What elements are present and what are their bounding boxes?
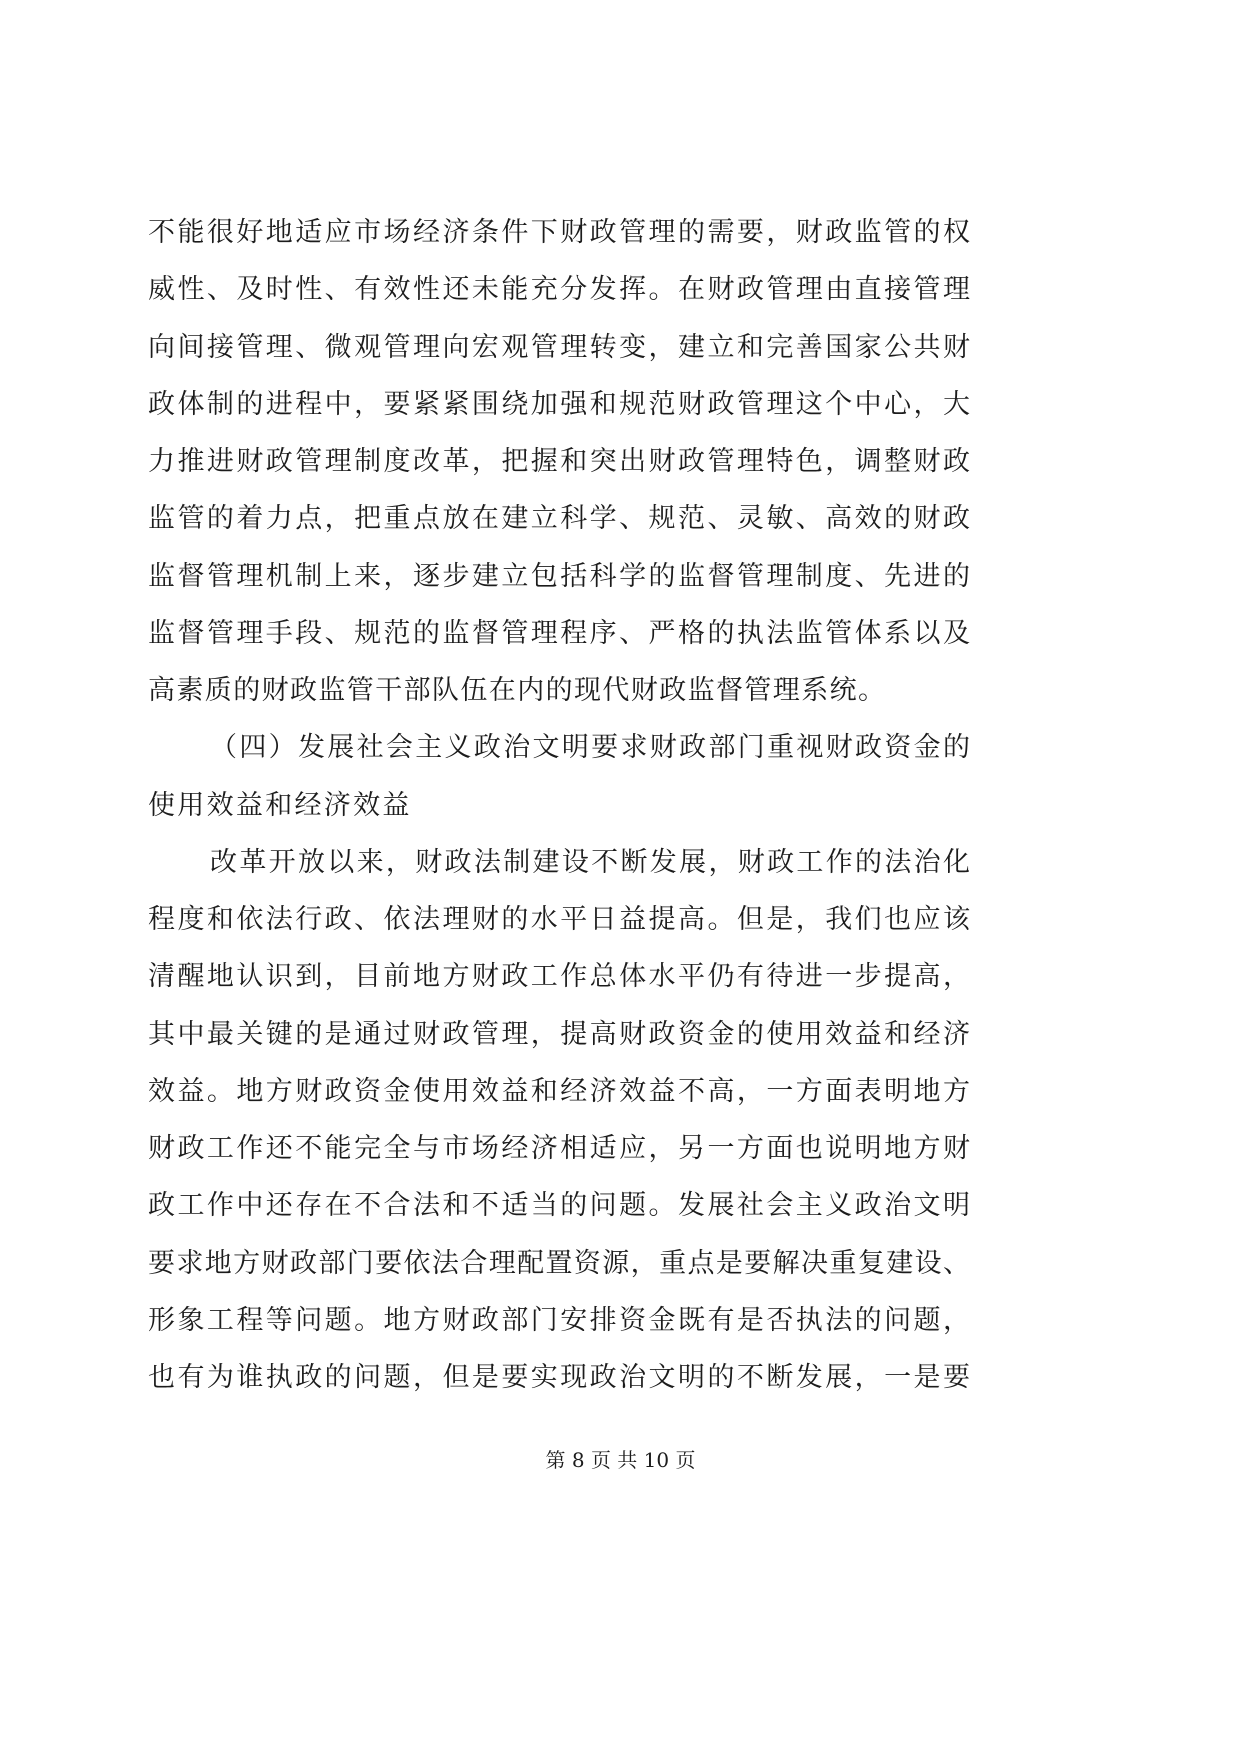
paragraph-line: 力推进财政管理制度改革，把握和突出财政管理特色，调整财政 [148, 446, 970, 477]
paragraph-line: 财政工作还不能完全与市场经济相适应，另一方面也说明地方财 [148, 1133, 970, 1164]
paragraph-line: 向间接管理、微观管理向宏观管理转变，建立和完善国家公共财 [148, 331, 970, 363]
paragraph-line: 高素质的财政监管干部队伍在内的现代财政监督管理系统。 [148, 675, 887, 706]
paragraph-line: 改革开放以来，财政法制建设不断发展，财政工作的法治化 [210, 846, 970, 878]
paragraph-line: 监督管理机制上来，逐步建立包括科学的监督管理制度、先进的 [148, 560, 970, 592]
paragraph-line: 威性、及时性、有效性还未能充分发挥。在财政管理由直接管理 [148, 274, 970, 306]
paragraph-line: 政工作中还存在不合法和不适当的问题。发展社会主义政治文明 [148, 1190, 970, 1222]
paragraph-line: 不能很好地适应市场经济条件下财政管理的需要，财政监管的权 [148, 217, 970, 248]
body-paragraph [148, 834, 970, 1407]
heading-line: （四）发展社会主义政治文明要求财政部门重视财政资金的 [210, 732, 970, 764]
body-paragraph [148, 204, 970, 719]
paragraph-line: 其中最关键的是通过财政管理，提高财政资金的使用效益和经济 [148, 1018, 970, 1050]
paragraph-line: 监管的着力点，把重点放在建立科学、规范、灵敏、高效的财政 [148, 503, 970, 535]
page-number-footer: 第 8 页 共 10 页 [545, 1448, 696, 1472]
paragraph-line: 效益。地方财政资金使用效益和经济效益不高，一方面表明地方 [148, 1075, 970, 1107]
paragraph-line: 要求地方财政部门要依法合理配置资源，重点是要解决重复建设、 [148, 1247, 970, 1279]
heading-line: 使用效益和经济效益 [148, 789, 412, 821]
document-body [148, 204, 970, 1406]
paragraph-line: 程度和依法行政、依法理财的水平日益提高。但是，我们也应该 [148, 904, 970, 935]
paragraph-line: 政体制的进程中，要紧紧围绕加强和规范财政管理这个中心，大 [148, 388, 970, 420]
paragraph-line: 也有为谁执政的问题，但是要实现政治文明的不断发展，一是要 [148, 1362, 970, 1393]
section-heading [148, 719, 970, 834]
paragraph-line: 监督管理手段、规范的监督管理程序、严格的执法监管体系以及 [148, 617, 970, 649]
paragraph-line: 清醒地认识到，目前地方财政工作总体水平仍有待进一步提高， [148, 961, 970, 993]
paragraph-line: 形象工程等问题。地方财政部门安排资金既有是否执法的问题， [148, 1304, 970, 1336]
